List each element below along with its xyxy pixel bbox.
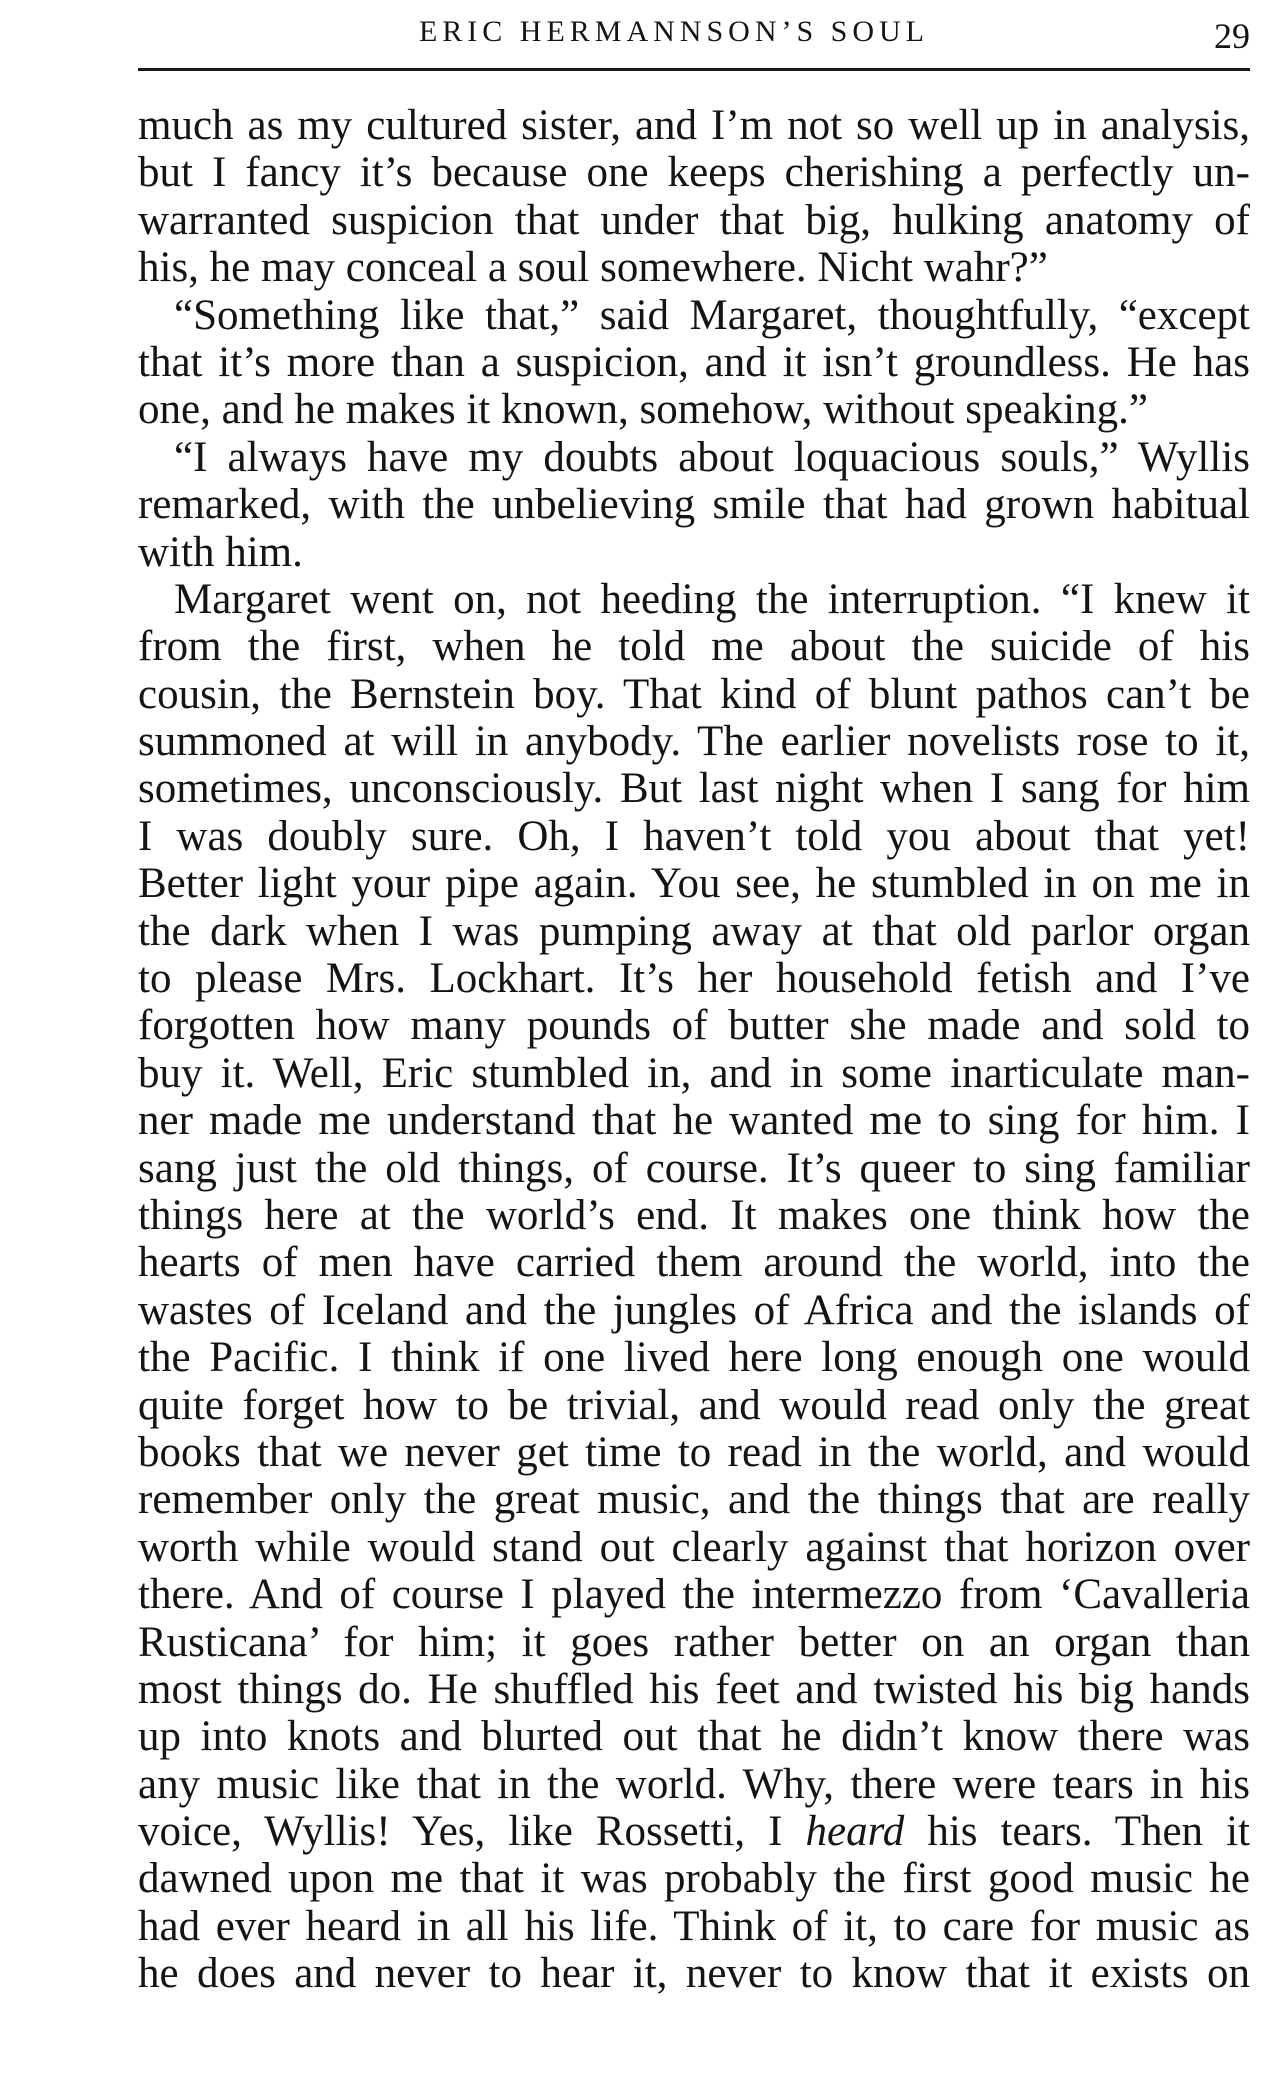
text-line: Rusticana’ for him; it goes rather better on an organ than bbox=[138, 1618, 1250, 1666]
text-line: worth while would stand out clearly against that horizon over bbox=[138, 1523, 1250, 1571]
text-line: up into knots and blurted out that he didn’t know there was bbox=[138, 1713, 1250, 1761]
text-line: summoned at will in anybody. The earlier novelists rose to it, bbox=[138, 718, 1250, 766]
text-line: remarked, with the unbelieving smile that had grown habitual bbox=[138, 481, 1250, 529]
text-line: his, he may conceal a soul somewhere. Nicht wahr?” bbox=[138, 244, 1048, 292]
header-rule bbox=[138, 68, 1250, 71]
body-text bbox=[138, 102, 1250, 1998]
text-line: any music like that in the world. Why, there were tears in his bbox=[138, 1760, 1250, 1808]
text-line: buy it. Well, Eric stumbled in, and in some inarticulate man- bbox=[138, 1049, 1250, 1097]
text-line: “Something like that,” said Margaret, thoughtfully, “except bbox=[174, 291, 1250, 339]
running-head bbox=[138, 8, 1250, 64]
text-line: cousin, the Bernstein boy. That kind of blunt pathos can’t be bbox=[138, 670, 1250, 718]
text-line: remember only the great music, and the things that are really bbox=[138, 1476, 1250, 1524]
text-line: things here at the world’s end. It makes one think how the bbox=[138, 1191, 1250, 1239]
text-line: much as my cultured sister, and I’m not so well up in analysis, bbox=[138, 102, 1250, 149]
italic-emphasis: heard bbox=[805, 1808, 905, 1856]
text-line: to please Mrs. Lockhart. It’s her household fetish and I’ve bbox=[138, 955, 1250, 1003]
text-line: that it’s more than a suspicion, and it isn’t groundless. He has bbox=[138, 338, 1250, 386]
text-line-with-italic bbox=[138, 1808, 1250, 1855]
text-line: forgotten how many pounds of butter she made and sold to bbox=[138, 1002, 1250, 1050]
text-line: from the first, when he told me about the suicide of his bbox=[138, 623, 1250, 671]
text-line: he does and never to hear it, never to know that it exists on bbox=[138, 1950, 1250, 1998]
text-line: with him. bbox=[138, 528, 303, 576]
text-segment: his tears. Then it bbox=[904, 1808, 1250, 1856]
text-line: quite forget how to be trivial, and would read only the great bbox=[138, 1381, 1250, 1429]
text-segment: voice, Wyllis! Yes, like Rossetti, I bbox=[138, 1808, 806, 1856]
text-line: books that we never get time to read in the world, and would bbox=[138, 1428, 1250, 1476]
text-line: there. And of course I played the intermezzo from ‘Cavalleria bbox=[138, 1571, 1250, 1619]
text-line: dawned upon me that it was probably the first good music he bbox=[138, 1855, 1250, 1903]
text-line: the dark when I was pumping away at that old parlor organ bbox=[138, 907, 1250, 955]
text-line: sang just the old things, of course. It’s queer to sing familiar bbox=[138, 1144, 1250, 1192]
text-line: but I fancy it’s because one keeps cherishing a perfectly un- bbox=[138, 149, 1250, 197]
text-line: I was doubly sure. Oh, I haven’t told you about that yet! bbox=[138, 812, 1250, 860]
text-line: most things do. He shuffled his feet and twisted his big hands bbox=[138, 1665, 1250, 1713]
running-title: ERIC HERMANNSON’S SOUL bbox=[418, 15, 930, 48]
text-line: warranted suspicion that under that big, hulking anatomy of bbox=[138, 196, 1250, 244]
text-line: ner made me understand that he wanted me to sing for him. I bbox=[138, 1097, 1250, 1145]
text-line: hearts of men have carried them around the world, into the bbox=[138, 1239, 1250, 1287]
text-line: sometimes, unconsciously. But last night when I sang for him bbox=[138, 765, 1250, 813]
text-line: Better light your pipe again. You see, he stumbled in on me in bbox=[138, 860, 1250, 908]
text-line: wastes of Iceland and the jungles of Africa and the islands of bbox=[138, 1286, 1250, 1334]
text-line: had ever heard in all his life. Think of it, to care for music as bbox=[138, 1902, 1250, 1950]
page-number: 29 bbox=[1214, 16, 1250, 56]
text-line: one, and he makes it known, somehow, without speaking.” bbox=[138, 386, 1148, 434]
text-line: Margaret went on, not heeding the interruption. “I knew it bbox=[174, 575, 1250, 623]
text-line: the Pacific. I think if one lived here long enough one would bbox=[138, 1334, 1250, 1382]
text-line: “I always have my doubts about loquacious souls,” Wyllis bbox=[174, 433, 1250, 481]
